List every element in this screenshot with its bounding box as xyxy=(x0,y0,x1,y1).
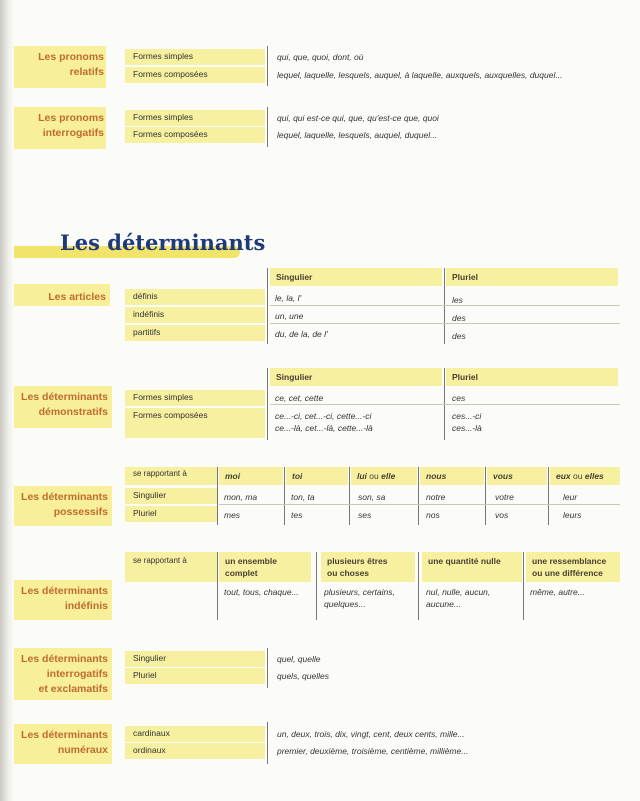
divider xyxy=(267,107,268,147)
cell-value: des xyxy=(452,331,466,341)
person-header: moi xyxy=(219,467,283,485)
row-type: indéfinis xyxy=(125,307,265,323)
divider xyxy=(284,467,285,525)
row-type: Formes simples xyxy=(125,110,265,126)
row-type: Formes composées xyxy=(125,127,265,143)
row-line xyxy=(270,404,620,405)
header-label: se rapportant à xyxy=(125,467,217,485)
row-type: Pluriel xyxy=(125,668,265,684)
cell-value: même, autre... xyxy=(530,587,585,597)
cell-value: le, la, l' xyxy=(275,293,302,303)
cell-value: un, une xyxy=(275,311,304,321)
cell-value: ces...-ci xyxy=(452,411,482,421)
cell-value: leur xyxy=(563,492,578,502)
cell-value: mes xyxy=(224,510,241,520)
cell-value: ce...-ci, cet...-ci, cette...-ci xyxy=(275,411,372,421)
row-type: ordinaux xyxy=(125,743,265,759)
indefini-header: un ensemble complet xyxy=(219,552,311,582)
person-header: nous xyxy=(420,467,484,485)
row-value: premier, deuxième, troisième, centième, millième... xyxy=(277,746,469,756)
cell-value: tes xyxy=(291,510,303,520)
row-type: Formes simples xyxy=(125,49,265,65)
label-possessifs: Les déterminants possessifs xyxy=(21,491,108,518)
row-type: Pluriel xyxy=(125,506,217,522)
row-value: lequel, laquelle, lesquels, auquel, à laquelle, auxquels, auxquelles, duquel... xyxy=(277,70,563,80)
cell-value: leurs xyxy=(563,510,582,520)
row-type: Singulier xyxy=(125,488,217,504)
cell-value: des xyxy=(452,313,466,323)
label-pronoms-interrogatifs: Les pronoms interrogatifs xyxy=(38,112,104,139)
label-pronoms-relatifs: Les pronoms relatifs xyxy=(38,51,104,78)
cell-value: plusieurs, certains, xyxy=(324,587,395,597)
indefini-header: plusieurs êtres ou choses xyxy=(321,552,415,582)
cell-value: ce, cet, cette xyxy=(275,393,324,403)
row-type: Formes composées xyxy=(125,408,265,438)
divider xyxy=(267,368,268,440)
row-value: qui, qui est-ce qui, que, qu'est-ce que, quoi xyxy=(277,113,439,123)
cell-value: nul, nulle, aucun, xyxy=(426,587,491,597)
divider xyxy=(418,552,419,620)
row-type: partitifs xyxy=(125,325,265,341)
cell-value: vos xyxy=(495,510,509,520)
header-pluriel: Pluriel xyxy=(446,368,618,386)
row-value: un, deux, trois, dix, vingt, cent, deux cents, mille... xyxy=(277,729,465,739)
cell-value: ce...-là, cet...-là, cette...-là xyxy=(275,423,373,433)
row-value: quels, quelles xyxy=(277,671,329,681)
indefini-header: une ressemblance ou une différence xyxy=(526,552,620,582)
cell-value: les xyxy=(452,295,463,305)
divider xyxy=(267,722,268,764)
divider xyxy=(444,268,445,344)
indefini-header: une quantité nulle xyxy=(422,552,522,582)
divider xyxy=(418,467,419,525)
divider xyxy=(485,467,486,525)
row-type: Formes simples xyxy=(125,390,265,406)
cell-value: ces xyxy=(452,393,466,403)
row-type: définis xyxy=(125,289,265,305)
row-value: lequel, laquelle, lesquels, auquel, duquel... xyxy=(277,130,438,140)
person-header: vous xyxy=(487,467,547,485)
divider xyxy=(267,268,268,344)
divider xyxy=(217,552,218,620)
cell-value: votre xyxy=(495,492,514,502)
header-label: se rapportant à xyxy=(125,552,217,582)
person-header: eux ou elles xyxy=(550,467,620,485)
cell-value: notre xyxy=(426,492,446,502)
cell-value: aucune... xyxy=(426,599,461,609)
divider xyxy=(217,467,218,525)
header-singulier: Singulier xyxy=(270,368,442,386)
cell-value: quelques... xyxy=(324,599,366,609)
row-type: Singulier xyxy=(125,651,265,667)
cell-value: mon, ma xyxy=(224,492,258,502)
label-numeraux: Les déterminants numéraux xyxy=(21,729,108,756)
cell-value: ces...-là xyxy=(452,423,482,433)
divider xyxy=(316,552,317,620)
label-indefinis: Les déterminants indéfinis xyxy=(21,585,108,612)
divider xyxy=(267,648,268,688)
cell-value: du, de la, de l' xyxy=(275,329,328,339)
cell-value: ses xyxy=(358,510,372,520)
cell-value: ton, ta xyxy=(291,492,315,502)
row-value: quel, quelle xyxy=(277,654,321,664)
divider xyxy=(523,552,524,620)
person-header: toi xyxy=(286,467,348,485)
row-value: qui, que, quoi, dont, où xyxy=(277,52,364,62)
person-header: lui ou elle xyxy=(351,467,417,485)
cell-value: son, sa xyxy=(358,492,386,502)
cell-value: tout, tous, chaque... xyxy=(224,587,299,597)
divider xyxy=(267,46,268,86)
label-articles: Les articles xyxy=(48,291,106,303)
header-pluriel: Pluriel xyxy=(446,268,618,286)
row-type: cardinaux xyxy=(125,726,265,742)
divider xyxy=(548,467,549,525)
row-line xyxy=(270,323,620,324)
header-singulier: Singulier xyxy=(270,268,442,286)
row-type: Formes composées xyxy=(125,67,265,83)
section-title: Les déterminants xyxy=(60,230,266,255)
row-line xyxy=(270,305,620,306)
row-line xyxy=(219,504,620,505)
cell-value: nos xyxy=(426,510,440,520)
label-demonstratifs: Les déterminants démonstratifs xyxy=(21,391,108,418)
label-interrogatifs-exclamatifs: Les déterminants interrogatifs et exclamatifs xyxy=(21,653,108,695)
divider xyxy=(349,467,350,525)
